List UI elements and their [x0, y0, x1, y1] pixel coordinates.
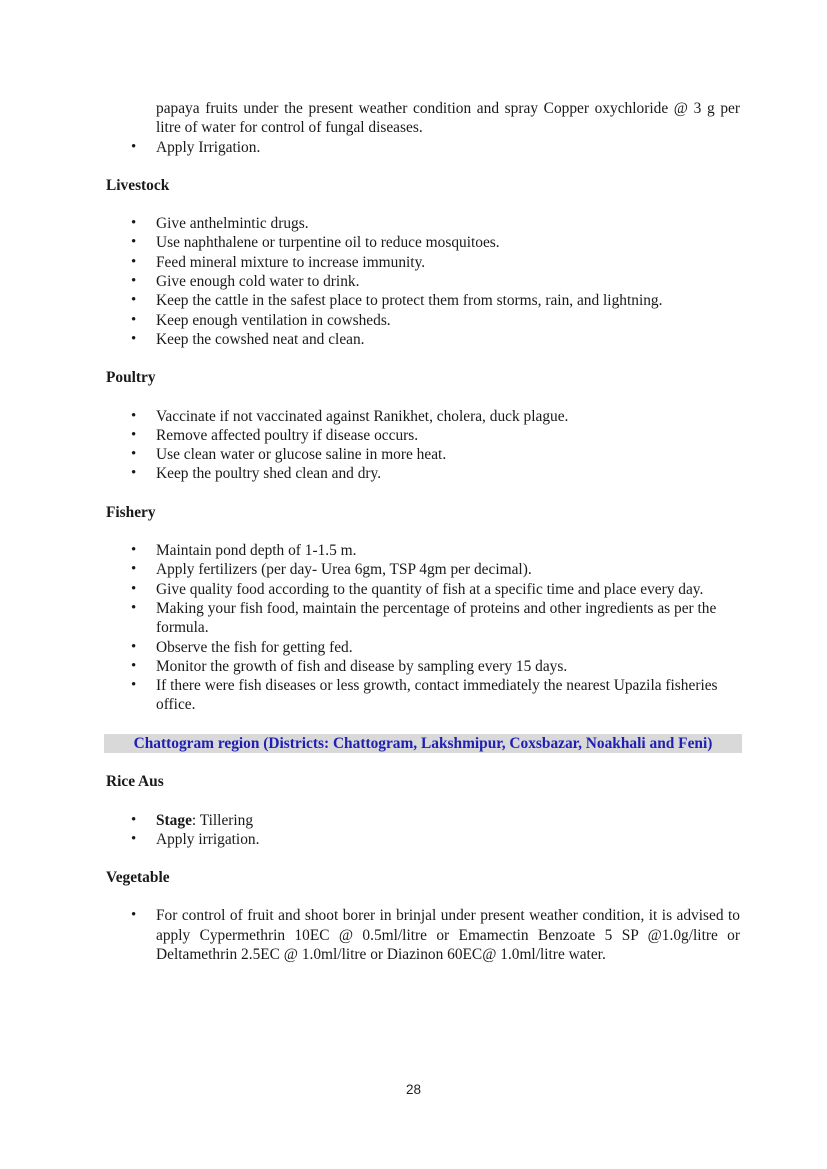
bullet-icon: •	[131, 311, 137, 328]
bullet-icon: •	[131, 677, 137, 694]
rice-aus-list	[106, 811, 740, 850]
bullet-icon: •	[131, 446, 137, 463]
bullet-icon: •	[131, 253, 137, 270]
bullet-icon: •	[131, 561, 137, 578]
bullet-icon: •	[131, 407, 137, 424]
stage-label: Stage	[156, 811, 192, 829]
section-heading-fishery: Fishery	[106, 503, 156, 521]
continued-paragraph: papaya fruits under the present weather condition and spray Copper oxychloride @ 3 g per litre of water for control of fungal diseases.	[156, 100, 740, 137]
list-item: • Making your fish food, maintain the percentage of proteins and other ingredients as per the formula.	[131, 599, 717, 637]
section-heading-livestock: Livestock	[106, 176, 170, 194]
list-item: • Keep the poultry shed clean and dry.	[131, 465, 382, 483]
section-heading-rice-aus: Rice Aus	[106, 773, 164, 791]
list-item: • Give enough cold water to drink.	[131, 273, 360, 291]
list-item: • Apply fertilizers (per day- Urea 6gm, TSP 4gm per decimal).	[131, 561, 532, 579]
bullet-icon: •	[131, 215, 137, 232]
list-item	[106, 811, 740, 830]
page-number: 28	[405, 1082, 422, 1097]
list-item: • Remove affected poultry if disease occurs.	[131, 426, 419, 444]
bullet-icon: •	[131, 292, 137, 309]
stage-value: : Tillering	[191, 811, 254, 829]
list-item: • Vaccinate if not vaccinated against Ranikhet, cholera, duck plague.	[131, 407, 569, 425]
bullet-icon: •	[131, 542, 137, 559]
vegetable-list	[106, 906, 740, 964]
list-item: • For control of fruit and shoot borer in brinjal under present weather condition, it is advised to apply Cypermethrin 10EC @ 0.5ml/litre or Emamectin Benzoate 5 SP @1.0g/litre or Deltamethrin 2.5EC @ 1.0ml/litre or Diazinon 60EC@ 1.0ml/litre water.	[131, 907, 740, 963]
bullet-icon: •	[131, 330, 137, 347]
bullet-icon: •	[131, 426, 137, 443]
list-item: • Observe the fish for getting fed.	[131, 638, 353, 656]
section-heading-poultry: Poultry	[106, 369, 156, 387]
list-item: • Give anthelmintic drugs.	[131, 215, 309, 233]
bullet-icon: •	[131, 580, 137, 597]
list-item: • Feed mineral mixture to increase immunity.	[131, 253, 426, 271]
bullet-icon: •	[131, 830, 137, 847]
section-heading-vegetable: Vegetable	[106, 869, 170, 887]
fishery-list	[106, 541, 740, 715]
bullet-icon: •	[131, 273, 137, 290]
list-item: • Keep enough ventilation in cowsheds.	[131, 311, 391, 329]
list-item: • Give quality food according to the quantity of fish at a specific time and place every day.	[131, 580, 704, 598]
list-item: • Monitor the growth of fish and disease by sampling every 15 days.	[131, 657, 568, 675]
list-item: • If there were fish diseases or less growth, contact immediately the nearest Upazila fisheries office.	[131, 677, 718, 714]
bullet-icon: •	[131, 907, 137, 924]
list-item: • Maintain pond depth of 1-1.5 m.	[131, 542, 357, 560]
list-item: • Keep the cattle in the safest place to protect them from storms, rain, and lightning.	[131, 292, 663, 310]
livestock-list	[106, 214, 740, 349]
continuation-list	[106, 138, 740, 157]
bullet-icon: •	[131, 657, 137, 674]
bullet-icon: •	[131, 234, 137, 251]
bullet-icon: •	[131, 599, 137, 616]
list-item: • Apply irrigation.	[131, 830, 260, 848]
list-item: • Use clean water or glucose saline in more heat.	[131, 446, 447, 464]
bullet-icon: •	[131, 465, 137, 482]
bullet-icon: •	[131, 638, 137, 655]
region-banner: Chattogram region (Districts: Chattogram, Lakshmipur, Coxsbazar, Noakhali and Feni)	[104, 734, 742, 754]
list-item: • Apply Irrigation.	[131, 138, 261, 156]
list-item: • Keep the cowshed neat and clean.	[131, 330, 365, 348]
bullet-icon: •	[131, 811, 137, 828]
list-item: • Use naphthalene or turpentine oil to reduce mosquitoes.	[131, 234, 500, 252]
bullet-icon: •	[131, 138, 137, 155]
page-content	[106, 99, 740, 964]
poultry-list	[106, 407, 740, 484]
